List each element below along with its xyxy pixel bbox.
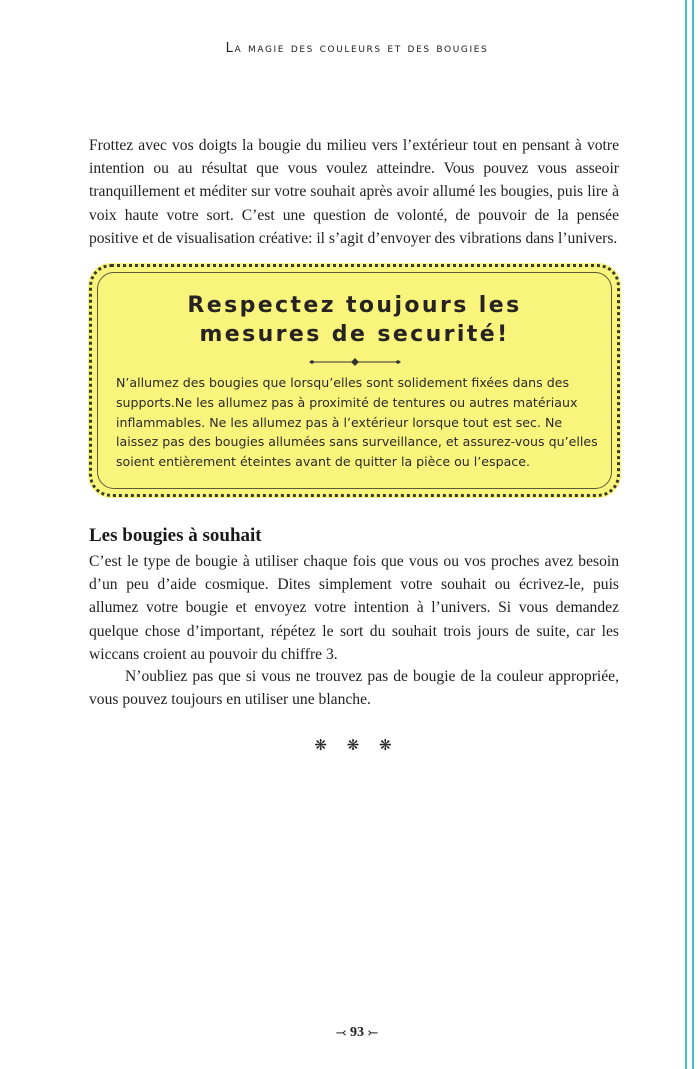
callout-title-line-2: mesures de securité! <box>199 322 510 347</box>
left-curl-ornament: ⤙ <box>335 1025 347 1040</box>
callout-title-line-1: Respectez toujours les <box>187 293 522 318</box>
section-heading: Les bougies à souhait <box>89 525 262 546</box>
right-curl-ornament: ⤚ <box>367 1025 379 1040</box>
callout-title <box>92 291 617 349</box>
page-number: 93 <box>350 1025 364 1041</box>
section-paragraph-1: C’est le type de bougie à utiliser chaque fois que vous ou vos proches avez besoin d’un peu d’aide cosmique. Dites simplement votre souhait ou écrivez-le, puis allumez votre bougie et envoyez votre intention à l’univers. Si vous demandez quelque chose d’important, répétez le sort du souhait trois jours de suite, car les wiccans croient au pouvoir du chiffre 3. <box>89 553 619 663</box>
callout-text: N’allumez des bougies que lorsqu’elles sont solidement fixées dans des supports.Ne les allumez pas à proximité de tentures ou autres matériaux inflammables. Ne les allumez pas à l’extérieur lorsque tout est sec. Ne laissez pas des bougies allumées sans surveillance, et assurez-vous qu’elles soient entièrement éteintes avant de quitter la pièce ou l’espace. <box>116 375 598 470</box>
safety-callout-box <box>89 264 620 497</box>
ornament-divider-icon <box>305 357 405 367</box>
section-paragraph-2: N’oubliez pas que si vous ne trouvez pas de bougie de la couleur appropriée, vous pouvez toujours en utiliser une blanche. <box>89 668 619 709</box>
page-footer <box>0 1025 700 1041</box>
page-edge-lines <box>685 0 694 1069</box>
running-header: La magie des couleurs et des bougies <box>225 41 489 56</box>
asterism-separator: ❋ ❋ ❋ <box>314 738 400 754</box>
intro-paragraph: Frottez avec vos doigts la bougie du milieu vers l’extérieur tout en pensant à votre intention ou au résultat que vous voulez atteindre. Vous pouvez vous asseoir tranquillement et méditer sur votre souhait après avoir allumé les bougies, puis lire à voix haute votre sort. C’est une question de volonté, de pouvoir de la pensée positive et de visualisation créative: il s’agit d’envoyer des vibrations dans l’univers. <box>89 137 619 247</box>
